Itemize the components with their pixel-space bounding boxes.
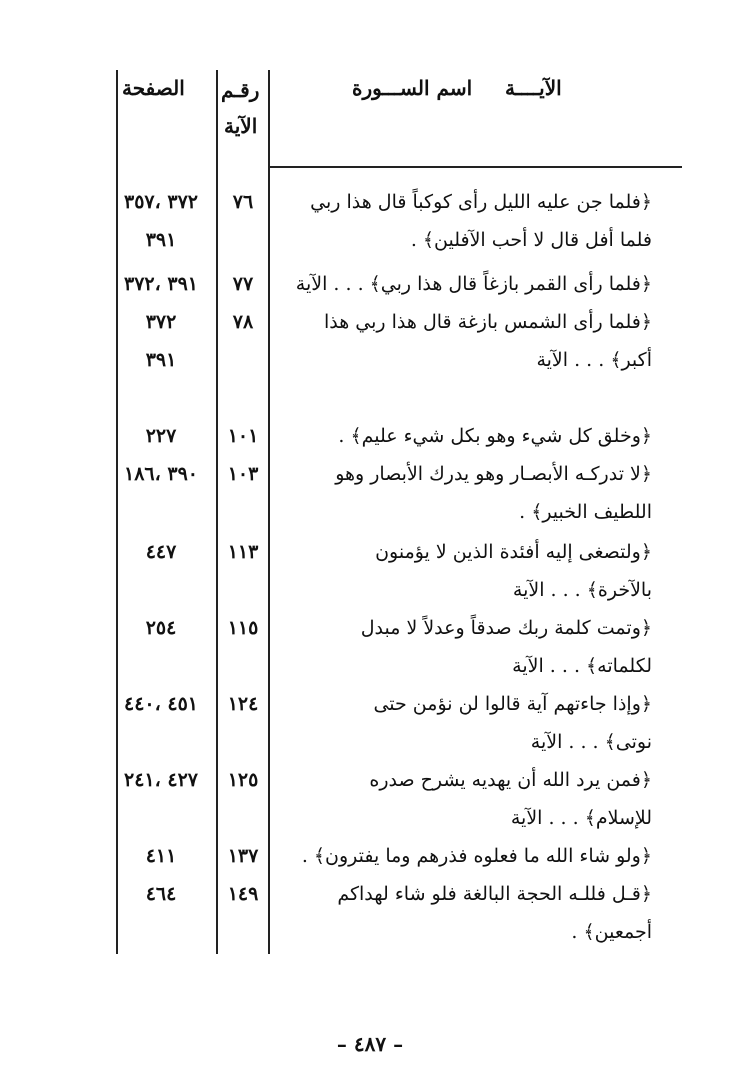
ayah-text: اللطيف الخبير﴾ . bbox=[519, 501, 652, 523]
ayah-number: ٧٨ bbox=[232, 311, 254, 333]
ayah-text: ﴿قـل فللـه الحجة البالغة فلو شاء لهداكم bbox=[337, 883, 652, 905]
header-ayah-number-line2: الآية bbox=[224, 114, 258, 138]
page-refs: ٣٩٠ ،١٨٦ bbox=[124, 463, 198, 485]
ayah-text: ﴿وتمت كلمة ربك صدقاً وعدلاً لا مبدل bbox=[360, 617, 652, 639]
ayah-number: ١٢٤ bbox=[227, 693, 259, 715]
ayah-text: ﴿فمن يرد الله أن يهديه يشرح صدره bbox=[369, 769, 652, 791]
ayah-number: ١٠٣ bbox=[227, 463, 259, 485]
page-refs: ٤٦٤ bbox=[145, 883, 177, 905]
ayah-number: ١١٥ bbox=[227, 617, 259, 639]
page-refs: ٤٢٧ ،٢٤١ bbox=[124, 769, 198, 791]
ayah-number: ١١٣ bbox=[227, 541, 259, 563]
header-ayah-label: الآيــــة bbox=[505, 76, 562, 100]
page-refs: ٣٩١ ،٣٧٢ bbox=[124, 273, 198, 295]
ayah-text: ﴿وخلق كل شيء وهو بكل شيء عليم﴾ . bbox=[338, 425, 652, 447]
ayah-text: أكبر﴾ . . . الآية bbox=[536, 349, 652, 371]
ayah-number: ٧٧ bbox=[232, 273, 254, 295]
column-divider-middle bbox=[216, 70, 218, 954]
ayah-text: ﴿فلما رأى الشمس بازغة قال هذا ربي هذا bbox=[323, 311, 652, 333]
page-number: – ٤٨٧ – bbox=[336, 1032, 404, 1056]
ayah-text: ﴿فلما جن عليه الليل رأى كوكباً قال هذا ربي bbox=[310, 191, 652, 213]
ayah-number: ١٤٩ bbox=[227, 883, 259, 905]
ayah-text: ﴿ولتصغى إليه أفئدة الذين لا يؤمنون bbox=[375, 541, 652, 563]
header-underline bbox=[268, 166, 682, 168]
page-refs: ٣٧٢ ،٣٥٧ bbox=[124, 191, 198, 213]
page-refs: ٣٩١ bbox=[145, 349, 177, 371]
header-surah-label: اسم الســـورة bbox=[352, 76, 473, 100]
page-refs: ٤١١ bbox=[145, 845, 177, 867]
ayah-number: ١٠١ bbox=[227, 425, 259, 447]
ayah-text: ﴿وإذا جاءتهم آية قالوا لن نؤمن حتى bbox=[373, 693, 652, 715]
page-refs: ٤٤٧ bbox=[145, 541, 177, 563]
ayah-text: نوتى﴾ . . . الآية bbox=[530, 731, 652, 753]
ayah-text: ﴿ولو شاء الله ما فعلوه فذرهم وما يفترون﴾ . bbox=[301, 845, 652, 867]
ayah-text: ﴿لا تدركـه الأبصـار وهو يدرك الأبصار وهو bbox=[335, 463, 652, 485]
ayah-text: فلما أفل قال لا أحب الآفلين﴾ . bbox=[410, 229, 652, 251]
ayah-text: ﴿فلما رأى القمر بازغاً قال هذا ربي﴾ . . . الآية bbox=[295, 273, 652, 295]
ayah-number: ١٣٧ bbox=[227, 845, 259, 867]
column-divider-right bbox=[268, 70, 270, 954]
ayah-text: بالآخرة﴾ . . . الآية bbox=[512, 579, 652, 601]
ayah-text: أجمعين﴾ . bbox=[571, 921, 652, 943]
ayah-text: للإسلام﴾ . . . الآية bbox=[510, 807, 652, 829]
ayah-number: ١٢٥ bbox=[227, 769, 259, 791]
ayah-text: لكلماته﴾ . . . الآية bbox=[512, 655, 652, 677]
page-refs: ٢٥٤ bbox=[145, 617, 177, 639]
page-refs: ٣٩١ bbox=[145, 229, 177, 251]
page-refs: ٤٥١ ،٤٤٠ bbox=[124, 693, 198, 715]
page-refs: ٣٧٢ bbox=[145, 311, 177, 333]
header-ayah-number-line1: رقـم bbox=[221, 78, 260, 102]
page-refs: ٢٢٧ bbox=[145, 425, 177, 447]
ayah-number: ٧٦ bbox=[232, 191, 254, 213]
header-page-label: الصفحة bbox=[122, 76, 185, 100]
